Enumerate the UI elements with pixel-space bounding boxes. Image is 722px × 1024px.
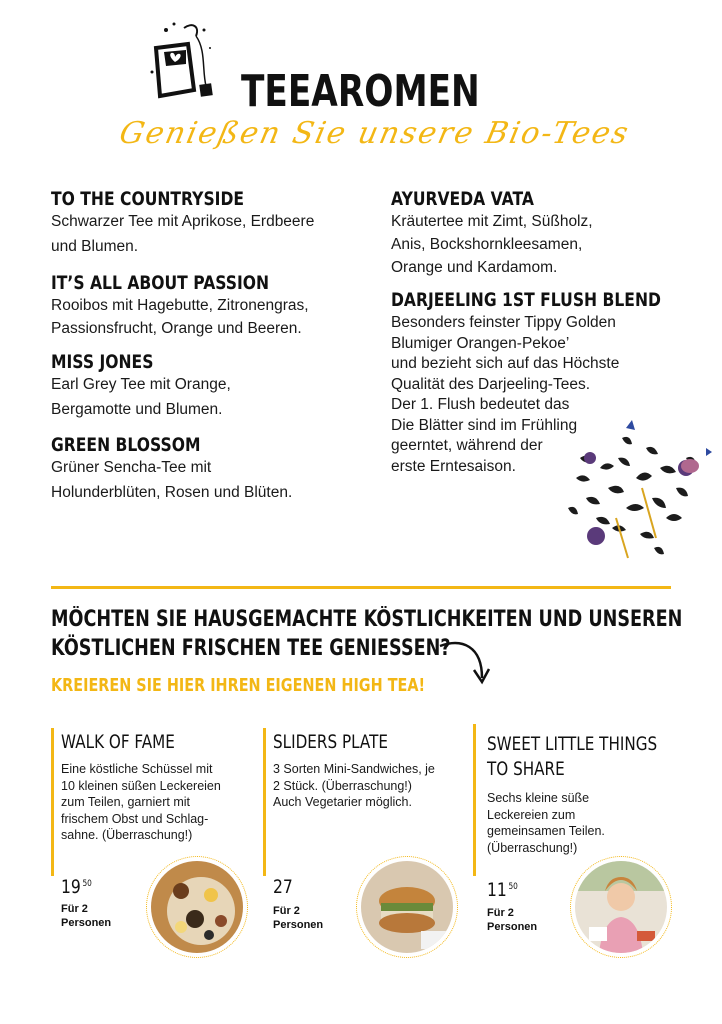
offer-description xyxy=(273,761,463,811)
cta-subheadline: KREIEREN SIE HIER IHREN EIGENEN HIGH TEA! xyxy=(51,675,426,696)
tea-desc-line: Besonders feinster Tippy Golden xyxy=(391,314,616,331)
serving-line: Für 2 xyxy=(487,907,514,919)
tea-desc-line: Bergamotte und Blumen. xyxy=(51,401,223,418)
cta-headline-line: MÖCHTEN SIE HAUSGEMACHTE KÖSTLICHKEITEN UND UNSEREN xyxy=(51,607,683,632)
offer-photo xyxy=(146,856,248,958)
offer-price xyxy=(61,876,92,898)
tea-name: MISS JONES xyxy=(51,351,154,373)
offer-desc-line: Eine köstliche Schüssel mit xyxy=(61,762,213,776)
offer-card xyxy=(273,730,463,811)
serving-line: Für 2 xyxy=(61,903,88,915)
serving-line: Personen xyxy=(487,921,538,933)
tea-desc-line: Die Blätter sind im Frühling xyxy=(391,416,578,434)
offer-desc-line: gemeinsamen Teilen. xyxy=(487,824,605,838)
offer-photo xyxy=(570,856,672,958)
offer-desc-line: frischem Obst und Schlag- xyxy=(61,811,209,826)
tea-desc-line: Qualität des Darjeeling-Tees. xyxy=(391,375,591,393)
tea-desc-line: Grüner Sencha-Tee mit xyxy=(51,459,212,476)
loose-tea-image xyxy=(556,418,716,580)
tea-description xyxy=(51,373,231,421)
tea-name: IT’S ALL ABOUT PASSION xyxy=(51,272,270,294)
price-main: 27 xyxy=(273,876,293,898)
price-main: 19 xyxy=(61,876,81,898)
offer-title: SLIDERS PLATE xyxy=(273,731,389,753)
offer-price xyxy=(273,876,293,898)
offer-desc-line: 2 Stück. (Überraschung!) xyxy=(273,778,412,793)
offer-accent-bar xyxy=(263,728,266,876)
offer-desc-line: 10 kleinen süßen Leckereien xyxy=(61,778,221,793)
tea-desc-line: Kräutertee mit Zimt, Süßholz, xyxy=(391,213,593,230)
offer-description xyxy=(61,761,251,844)
tea-description xyxy=(51,210,314,258)
offer-desc-line: 3 Sorten Mini-Sandwiches, je xyxy=(273,762,435,776)
arrow-icon xyxy=(438,640,494,692)
offer-accent-bar xyxy=(51,728,54,876)
offer-description xyxy=(487,790,677,856)
offer-serving xyxy=(487,906,537,934)
tea-desc-line: Anis, Bockshornkleesamen, xyxy=(391,236,583,253)
tea-desc-line: Passionsfrucht, Orange und Beeren. xyxy=(51,320,302,337)
tea-desc-line: Holunderblüten, Rosen und Blüten. xyxy=(51,484,293,501)
tea-description xyxy=(51,294,309,340)
serving-line: Für 2 xyxy=(273,905,300,917)
cta-headline-line: KÖSTLICHEN FRISCHEN TEE GENIESSEN? xyxy=(51,636,451,661)
offer-serving xyxy=(273,904,323,932)
price-cents: 50 xyxy=(508,882,518,892)
offer-photo xyxy=(356,856,458,958)
tea-bag-icon xyxy=(144,20,216,102)
tea-desc-line: Schwarzer Tee mit Aprikose, Erdbeere xyxy=(51,213,315,230)
page-title: TEEAROMEN xyxy=(241,66,480,117)
tea-desc-line: und bezieht sich auf das Höchste xyxy=(391,355,620,372)
tea-desc-line: Earl Grey Tee mit Orange, xyxy=(51,376,231,393)
tea-desc-line: erste Erntesaison. xyxy=(391,457,516,475)
tea-item xyxy=(51,188,286,210)
offer-desc-line: sahne. (Überraschung!) xyxy=(61,828,193,842)
offer-desc-line: (Überraschung!) xyxy=(487,840,578,855)
offer-card xyxy=(61,730,251,844)
tea-desc-line: geerntet, während der xyxy=(391,437,543,454)
tea-desc-line: Der 1. Flush bedeutet das xyxy=(391,396,570,413)
tea-name: TO THE COUNTRYSIDE xyxy=(51,188,245,210)
offer-title-line: TO SHARE xyxy=(487,758,565,780)
tea-name: AYURVEDA VATA xyxy=(391,188,534,210)
serving-line: Personen xyxy=(273,919,324,931)
offer-desc-line: Auch Vegetarier möglich. xyxy=(273,795,412,809)
tea-description xyxy=(391,210,593,279)
offer-title-line: SWEET LITTLE THINGS xyxy=(487,733,658,755)
offer-desc-line: Leckereien zum xyxy=(487,807,576,822)
offer-title: WALK OF FAME xyxy=(61,731,175,753)
tea-desc-line: Blumiger Orangen-Pekoe’ xyxy=(391,334,570,352)
offer-card xyxy=(487,732,677,856)
offer-price xyxy=(487,879,518,901)
offer-serving xyxy=(61,902,111,930)
tea-desc-line: Orange und Kardamom. xyxy=(391,259,558,276)
page-subtitle: Genießen Sie unsere Bio-Tees xyxy=(116,116,633,151)
serving-line: Personen xyxy=(61,917,112,929)
tea-desc-line: und Blumen. xyxy=(51,238,139,255)
tea-name: GREEN BLOSSOM xyxy=(51,434,201,456)
price-cents: 50 xyxy=(82,879,92,889)
offer-desc-line: zum Teilen, garniert mit xyxy=(61,795,190,809)
cta-headline xyxy=(51,605,682,663)
tea-name: DARJEELING 1ST FLUSH BLEND xyxy=(391,289,661,311)
offer-desc-line: Sechs kleine süße xyxy=(487,791,590,805)
offer-title xyxy=(487,732,658,782)
price-main: 11 xyxy=(487,879,507,901)
tea-desc-line: Rooibos mit Hagebutte, Zitronengras, xyxy=(51,297,309,314)
tea-description xyxy=(51,456,292,504)
section-divider xyxy=(51,586,671,589)
offer-accent-bar xyxy=(473,724,476,876)
